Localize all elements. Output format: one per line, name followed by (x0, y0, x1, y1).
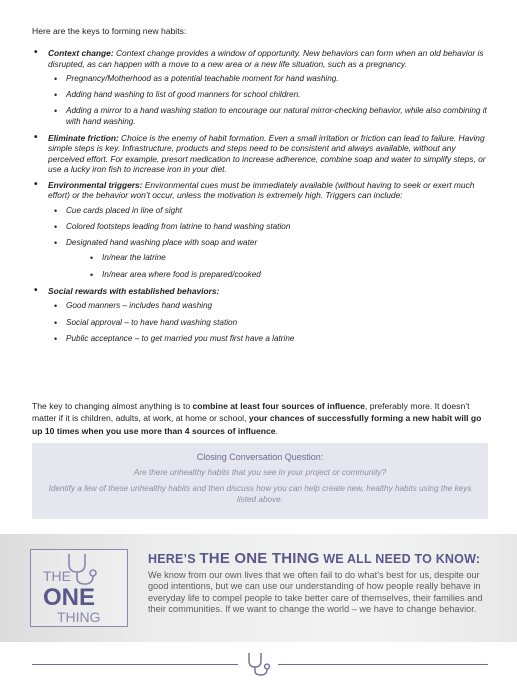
title-emphasis: THE ONE THING (199, 550, 320, 567)
closing-instruction: Identify a few of these unhealthy habits and then discuss how you can help create new, healthy habits using the keys listed above. (48, 484, 472, 504)
list-item: • Colored footsteps leading from latrine to hand washing station (48, 222, 488, 232)
list-item-text: Designated hand washing place with soap and water (66, 238, 258, 248)
stethoscope-icon (31, 550, 129, 628)
closing-question: Are there unhealthy habits that you see in your project or community? (133, 468, 387, 477)
list-item: • Good manners – includes hand washing (48, 301, 488, 311)
list-item: • In/near area where food is prepared/cooked (66, 270, 488, 280)
key-term: Environmental triggers: (48, 179, 143, 190)
logo-thing: THING (57, 609, 101, 625)
sub-list (48, 206, 488, 280)
nested-list (66, 253, 488, 279)
summary-emphasis: your chances of successfully forming a new habit will go up 10 times when you use more than 4 sources of influence (32, 413, 482, 436)
list-item: • Cue cards placed in line of sight (48, 206, 488, 216)
summary-text: , preferably more. It doesn’t matter if it is children, adults, at work, at home or school, (32, 400, 470, 424)
stethoscope-icon (243, 650, 275, 678)
list-item (48, 238, 488, 280)
list-item: • Social approval – to have hand washing station (48, 318, 488, 328)
sub-list (48, 301, 488, 344)
summary-paragraph (32, 400, 488, 438)
key-social-rewards (32, 286, 488, 344)
list-item: • Adding a mirror to a hand washing station to encourage our natural mirror-checking behavior, while also combining it with hand washing. (48, 106, 488, 126)
list-item: • Pregnancy/Motherhood as a potential teachable moment for hand washing. (48, 74, 488, 84)
key-environmental-triggers (32, 180, 488, 280)
key-term: Eliminate friction: (48, 132, 119, 143)
key-context-change (32, 48, 488, 127)
the-one-thing-logo (30, 549, 128, 627)
list-item: • Adding hand washing to list of good manners for school children. (48, 90, 488, 100)
footer-divider-right (278, 664, 488, 665)
main-content (32, 26, 488, 350)
closing-question-panel (32, 443, 488, 519)
key-text: Choice is the enemy of habit formation. Even a small irritation or friction can lead to failure. Having simple steps is key. Infrastructure, products and steps need to be consistent and always available, without any perceived effort. For example, presort medication to increase adherence, combine soap and water to simplify steps, or use a lucky iron fish to increase iron in your diet. (48, 132, 486, 175)
closing-title: Closing Conversation Question: (196, 452, 324, 462)
title-part: HERE’S (148, 552, 200, 566)
logo-the: THE (43, 568, 71, 584)
title-part: WE ALL NEED TO KNOW: (319, 552, 481, 566)
key-text: Context change provides a window of opportunity. New behaviors can form when an old behavior is disrupted, as can happen with a move to a new area or a new life situation, such as a pregnancy. (48, 48, 484, 69)
habit-keys-list (32, 48, 488, 344)
footer-divider-left (32, 664, 238, 665)
list-item: • Public acceptance – to get married you must first have a latrine (48, 334, 488, 344)
summary-emphasis: combine at least four sources of influence (192, 400, 365, 411)
summary-text: The key to changing almost anything is to (32, 400, 193, 411)
key-text: Environmental cues must be immediately available (without having to seek or exert much effort) or the behavior won’t occur, unless the motivation is extremely high. Triggers can include: (48, 179, 475, 201)
key-term: Context change: (48, 48, 114, 58)
sub-list (48, 74, 488, 127)
one-thing-text: We know from our own lives that we often fail to do what’s best for us, despite our good intentions, but we can use our understanding of how people really behave in everyday life to compel people to take better care of themselves, their families and their communities. If we want to change the world – we have to change behavior. (148, 570, 483, 615)
summary-text: . (275, 425, 278, 436)
key-eliminate-friction (32, 133, 488, 175)
one-thing-title (148, 550, 480, 567)
key-term: Social rewards with established behaviors: (48, 285, 220, 296)
logo-one: ONE (43, 584, 96, 611)
intro-text: Here are the keys to forming new habits: (32, 26, 187, 36)
list-item: • In/near the latrine (66, 253, 488, 263)
